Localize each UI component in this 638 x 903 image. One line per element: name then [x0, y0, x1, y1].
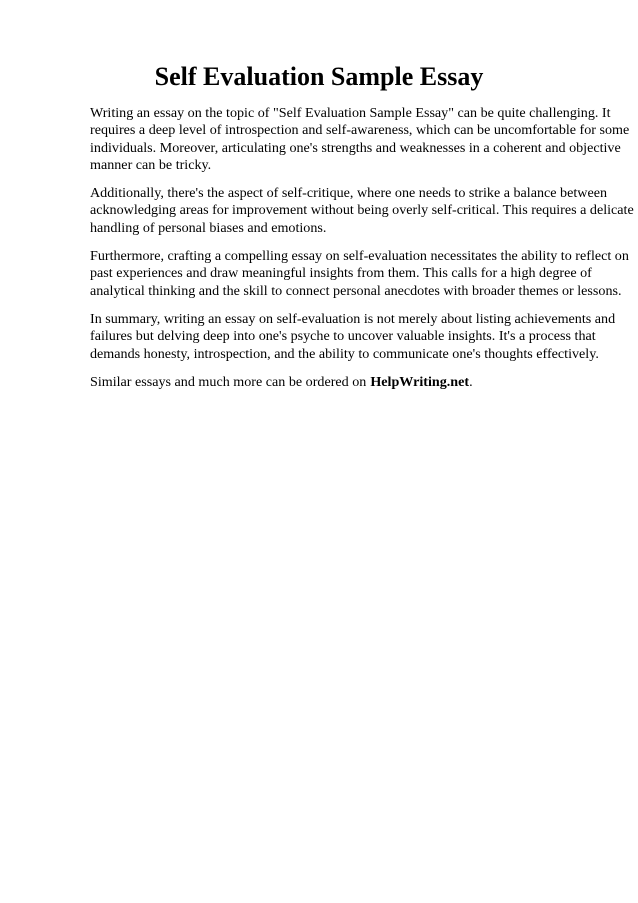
paragraph-1 [90, 105, 630, 174]
order-callout-period: . [469, 373, 473, 390]
paragraph-3 [90, 248, 629, 300]
paragraph-line: acknowledging areas for improvement without being overly self-critical. This requires a delicate [90, 202, 634, 219]
paragraph-4 [90, 310, 616, 363]
document-body [90, 105, 634, 391]
paragraph-line: individuals. Moreover, articulating one's strengths and weaknesses in a coherent and objective [90, 139, 621, 156]
paragraph-line: failures but delving deep into one's psyche to uncover valuable insights. It's a process that [90, 328, 596, 345]
paragraph-line: handling of personal biases and emotions. [90, 219, 327, 236]
paragraph-line: requires a deep level of introspection and self-awareness, which can be uncomfortable for some [90, 122, 630, 139]
paragraph-line: analytical thinking and the skill to connect personal anecdotes with broader themes or lessons. [90, 282, 622, 299]
paragraph-line: demands honesty, introspection, and the ability to communicate one's thoughts effectively. [90, 345, 599, 362]
paragraph-line: Writing an essay on the topic of "Self Evaluation Sample Essay" can be quite challenging. It [90, 105, 611, 121]
paragraph-2 [90, 185, 634, 237]
paragraph-line: Additionally, there's the aspect of self-critique, where one needs to strike a balance between [90, 185, 608, 202]
paragraph-line: Furthermore, crafting a compelling essay on self-evaluation necessitates the ability to reflect on [90, 248, 629, 265]
document-title: Self Evaluation Sample Essay [154, 62, 484, 91]
paragraph-line: past experiences and draw meaningful insights from them. This calls for a high degree of [90, 265, 592, 282]
order-callout-text: Similar essays and much more can be ordered on [90, 373, 367, 390]
helpwriting-link[interactable]: HelpWriting.net [370, 373, 470, 390]
paragraph-line: In summary, writing an essay on self-evaluation is not merely about listing achievements and [90, 310, 616, 327]
paragraph-line: manner can be tricky. [90, 156, 212, 173]
order-callout [90, 374, 592, 391]
